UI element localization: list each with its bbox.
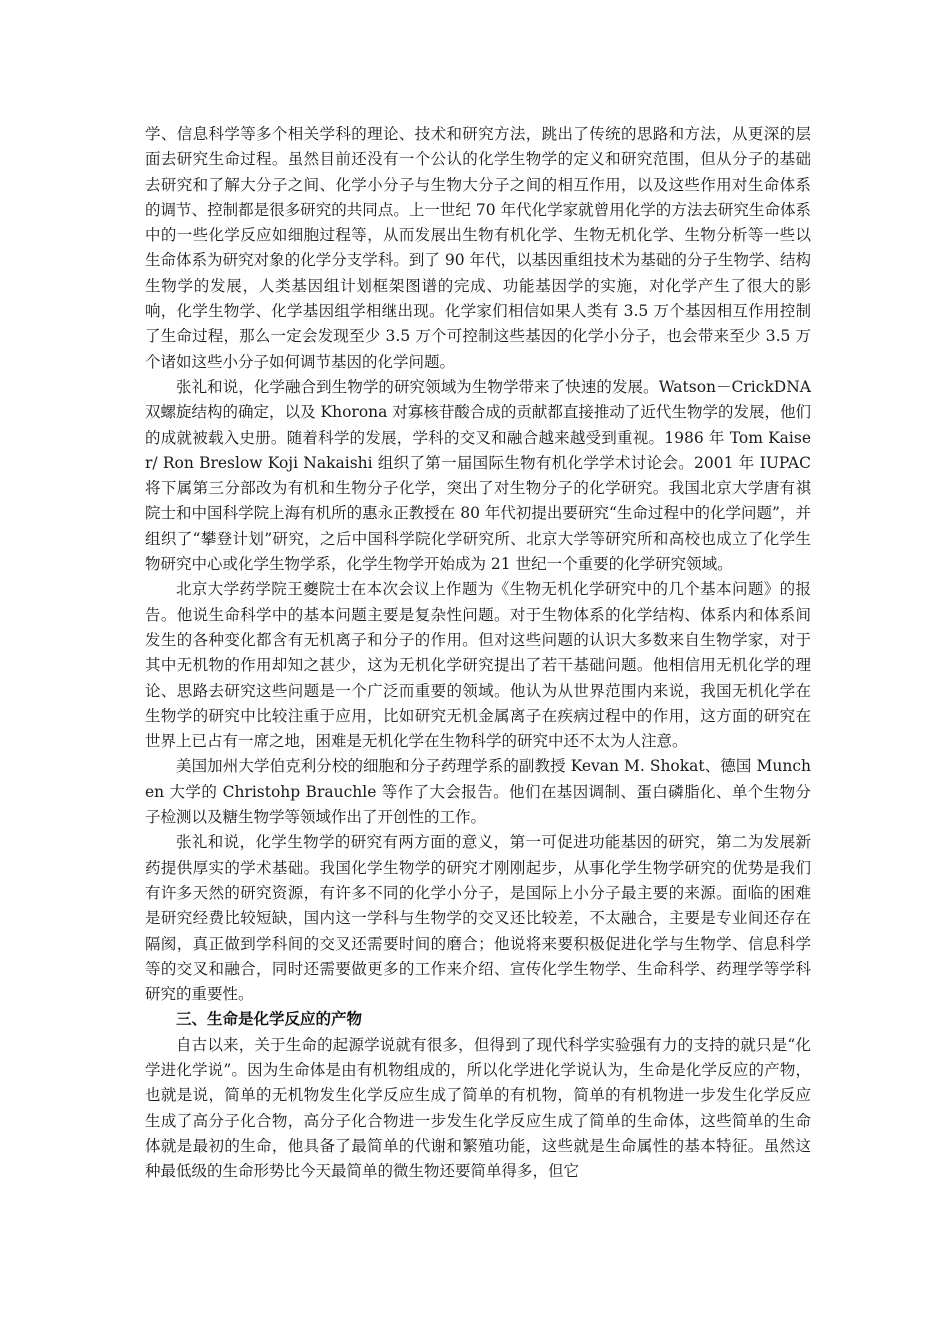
paragraph-continuation: 学、信息科学等多个相关学科的理论、技术和研究方法，跳出了传统的思路和方法，从更深的层面去研究生命过程。虽然目前还没有一个公认的化学生物学的定义和研究范围，但从分子的基础去研究和了解大分子之间、化学小分子与生物大分子之间的相互作用，以及这些作用对生命体系的调节、控制都是很多研究的共同点。上一世纪 70 年代化学家就曾用化学的方法去研究生命体系中的一些化学反应如细胞过程等，从而发展出生物有机化学、生物无机化学、生物分析等一些以生命体系为研究对象的化学分支学科。到了 90 年代，以基因重组技术为基础的分子生物学、结构生物学的发展，人类基因组计划框架图谱的完成、功能基因学的实施，对化学产生了很大的影响，化学生物学、化学基因组学相继出现。化学家们相信如果人类有 3.5 万个基因相互作用控制了生命过程，那么一定会发现至少 3.5 万个可控制这些基因的化学小分子，也会带来至少 3.5 万个诸如这些小分子如何调节基因的化学问题。 <box>145 125 811 371</box>
paragraph-plenary-reports: 美国加州大学伯克利分校的细胞和分子药理学系的副教授 Kevan M. Shokat、德国 Munchen 大学的 Christohp Brauchle 等作了大会报告。他们在基因调制、蛋白磷脂化、单个生物分子检测以及糖生物学等领域作出了开创性的工作。 <box>145 757 811 827</box>
paragraph-zhang-lihe-fusion: 张礼和说，化学融合到生物学的研究领域为生物学带来了快速的发展。Watson－CrickDNA 双螺旋结构的确定，以及 Khorona 对寡核苷酸合成的贡献都直接推动了近代生物学的发展，他们的成就被载入史册。随着科学的发展，学科的交叉和融合越来越受到重视。1986 年 Tom Kaiser/ Ron Breslow Koji Nakaishi 组织了第一届国际生物有机化学学术讨论会。2001 年 IUPAC 将下属第三分部改为有机和生物分子化学，突出了对生物分子的化学研究。我国北京大学唐有祺院士和中国科学院上海有机所的惠永正教授在 80 年代初提出要研究“生命过程中的化学问题”，并组织了“攀登计划”研究，之后中国科学院化学研究所、北京大学等研究所和高校也成立了化学生物研究中心或化学生物学系，化学生物学开始成为 21 世纪一个重要的化学研究领域。 <box>145 377 811 574</box>
paragraph-origin-of-life: 自古以来，关于生命的起源学说就有很多，但得到了现代科学实验强有力的支持的就只是“化学进化学说”。因为生命体是由有机物组成的，所以化学进化学说认为，生命是化学反应的产物，也就是说，简单的无机物发生化学反应生成了简单的有机物，简单的有机物进一步发生化学反应生成了高分子化合物，高分子化合物进一步发生化学反应生成了简单的生命体，这些简单的生命体就是最初的生命，他具备了最简单的代谢和繁殖功能，这些就是生命属性的基本特征。虽然这种最低级的生命形势比今天最简单的微生物还要简单得多，但它 <box>145 1035 811 1181</box>
document-body <box>145 122 811 1184</box>
paragraph-significance: 张礼和说，化学生物学的研究有两方面的意义，第一可促进功能基因的研究，第二为发展新药提供厚实的学术基础。我国化学生物学的研究才刚刚起步，从事化学生物学研究的优势是我们有许多天然的研究资源，有许多不同的化学小分子，是国际上小分子最主要的来源。面临的困难是研究经费比较短缺，国内这一学科与生物学的交叉还比较差，不太融合，主要是专业间还存在隔阂，真正做到学科间的交叉还需要时间的磨合；他说将来要积极促进化学与生物学、信息科学等的交叉和融合，同时还需要做更多的工作来介绍、宣传化学生物学、生命科学、药理学等学科研究的重要性。 <box>145 833 811 1004</box>
section-heading: 三、生命是化学反应的产物 <box>176 1010 363 1029</box>
paragraph-wang-kui-report: 北京大学药学院王夔院士在本次会议上作题为《生物无机化学研究中的几个基本问题》的报告。他说生命科学中的基本问题主要是复杂性问题。对于生物体系的化学结构、体系内和体系间发生的各种变化都含有无机离子和分子的作用。但对这些问题的认识大多数来自生物学家，对于其中无机物的作用却知之甚少，这为无机化学研究提出了若干基础问题。他相信用无机化学的理论、思路去研究这些问题是一个广泛而重要的领域。他认为从世界范围内来说，我国无机化学在生物学的研究中比较注重于应用，比如研究无机金属离子在疾病过程中的作用，这方面的研究在世界上已占有一席之地，困难是无机化学在生物科学的研究中还不太为人注意。 <box>145 580 811 751</box>
